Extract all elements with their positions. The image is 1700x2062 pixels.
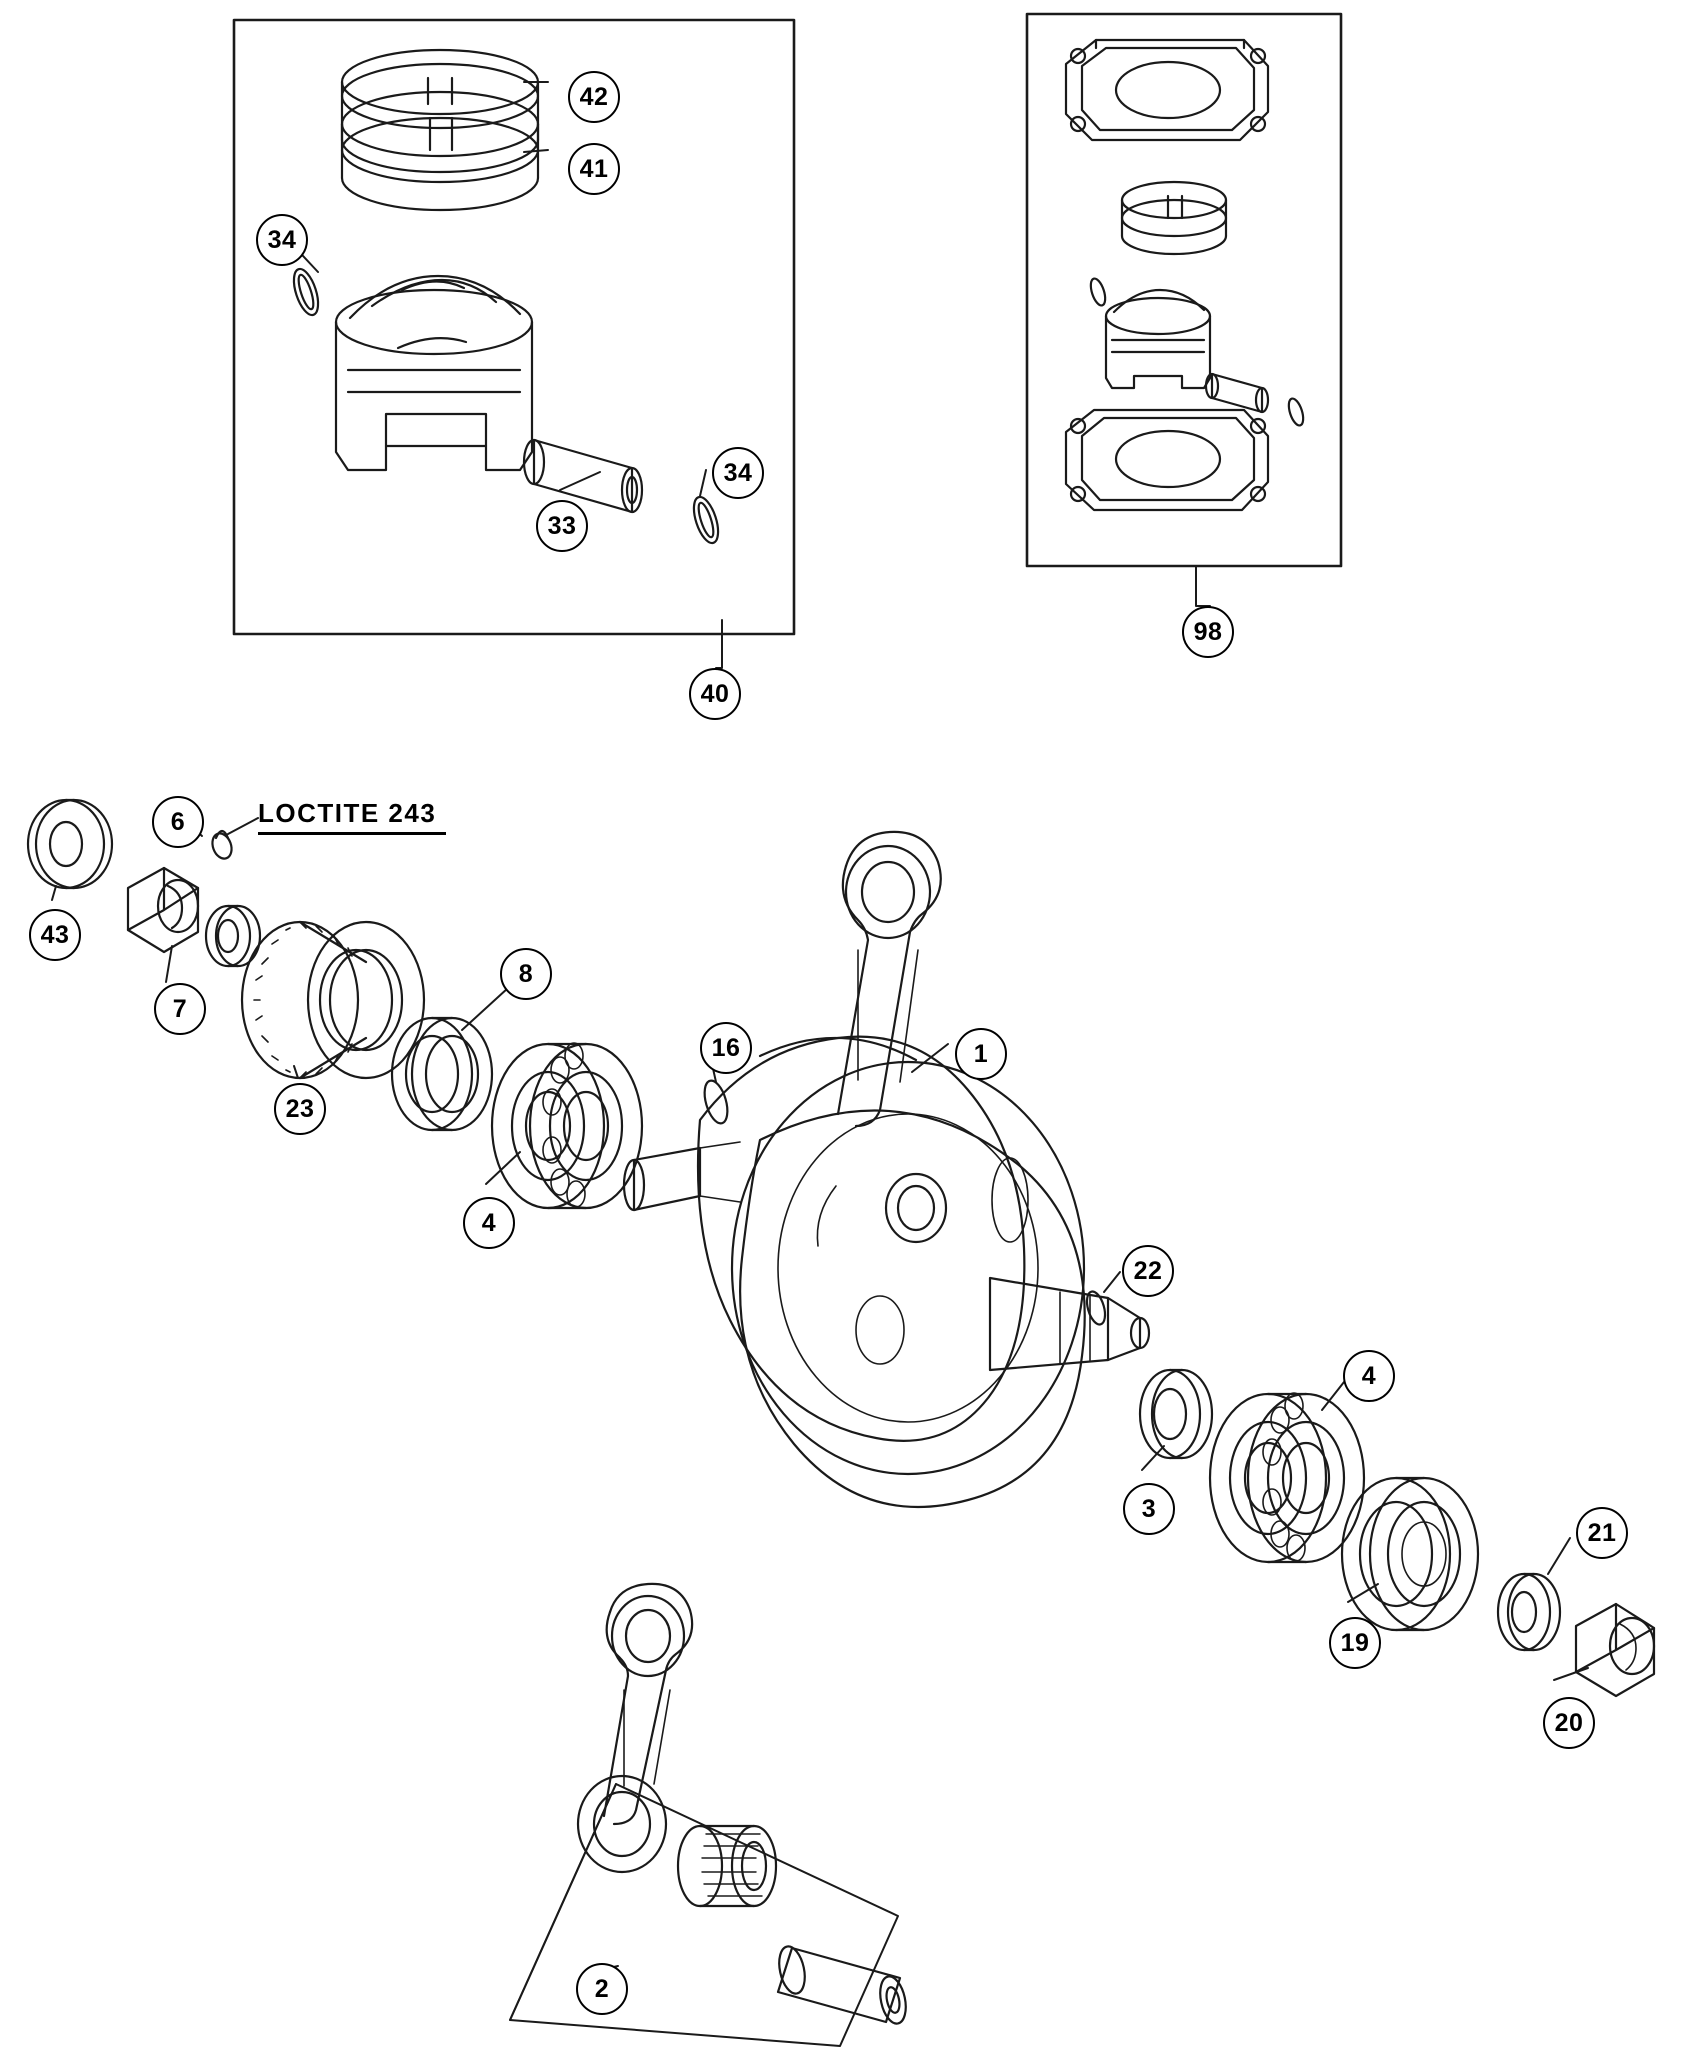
callout-label: 7 xyxy=(172,994,188,1023)
callout-label: 33 xyxy=(547,511,577,540)
callout-3[interactable] xyxy=(1123,1483,1175,1535)
callout-label: 43 xyxy=(40,920,70,949)
callout-label: 3 xyxy=(1141,1494,1157,1523)
callout-label: 98 xyxy=(1193,617,1223,646)
callout-43[interactable] xyxy=(29,909,81,961)
callout-label: 41 xyxy=(579,154,609,183)
callout-19[interactable] xyxy=(1329,1617,1381,1669)
callout-6[interactable] xyxy=(152,796,204,848)
callout-label: 19 xyxy=(1340,1628,1370,1657)
callout-label: 22 xyxy=(1133,1256,1163,1285)
callout-8[interactable] xyxy=(500,948,552,1000)
callout-16[interactable] xyxy=(700,1022,752,1074)
loctite-note-underline xyxy=(258,832,446,835)
callout-4-right[interactable] xyxy=(1343,1350,1395,1402)
callout-40[interactable] xyxy=(689,668,741,720)
callout-label: 40 xyxy=(700,679,730,708)
callout-42[interactable] xyxy=(568,71,620,123)
loctite-note: LOCTITE 243 xyxy=(258,798,437,828)
callout-label: 1 xyxy=(973,1039,989,1068)
callout-98[interactable] xyxy=(1182,606,1234,658)
callout-41[interactable] xyxy=(568,143,620,195)
callout-4-left[interactable] xyxy=(463,1197,515,1249)
callout-20[interactable] xyxy=(1543,1697,1595,1749)
callout-34-left[interactable] xyxy=(256,214,308,266)
callout-23[interactable] xyxy=(274,1083,326,1135)
callout-label: 21 xyxy=(1587,1518,1617,1547)
callout-label: 4 xyxy=(1361,1361,1377,1390)
callout-label: 8 xyxy=(518,959,534,988)
callout-label: 16 xyxy=(711,1033,741,1062)
callout-label: 6 xyxy=(170,807,186,836)
callout-label: 2 xyxy=(594,1974,610,2003)
callout-1[interactable] xyxy=(955,1028,1007,1080)
callout-label: 20 xyxy=(1554,1708,1584,1737)
gasket-kit-panel-border xyxy=(1027,14,1341,566)
callout-label: 34 xyxy=(723,458,753,487)
callout-label: 42 xyxy=(579,82,609,111)
callout-2[interactable] xyxy=(576,1963,628,2015)
callout-label: 34 xyxy=(267,225,297,254)
callout-22[interactable] xyxy=(1122,1245,1174,1297)
callout-21[interactable] xyxy=(1576,1507,1628,1559)
callout-label: 4 xyxy=(481,1208,497,1237)
callout-33[interactable] xyxy=(536,500,588,552)
callout-34-right[interactable] xyxy=(712,447,764,499)
callout-label: 23 xyxy=(285,1094,315,1123)
callout-7[interactable] xyxy=(154,983,206,1035)
